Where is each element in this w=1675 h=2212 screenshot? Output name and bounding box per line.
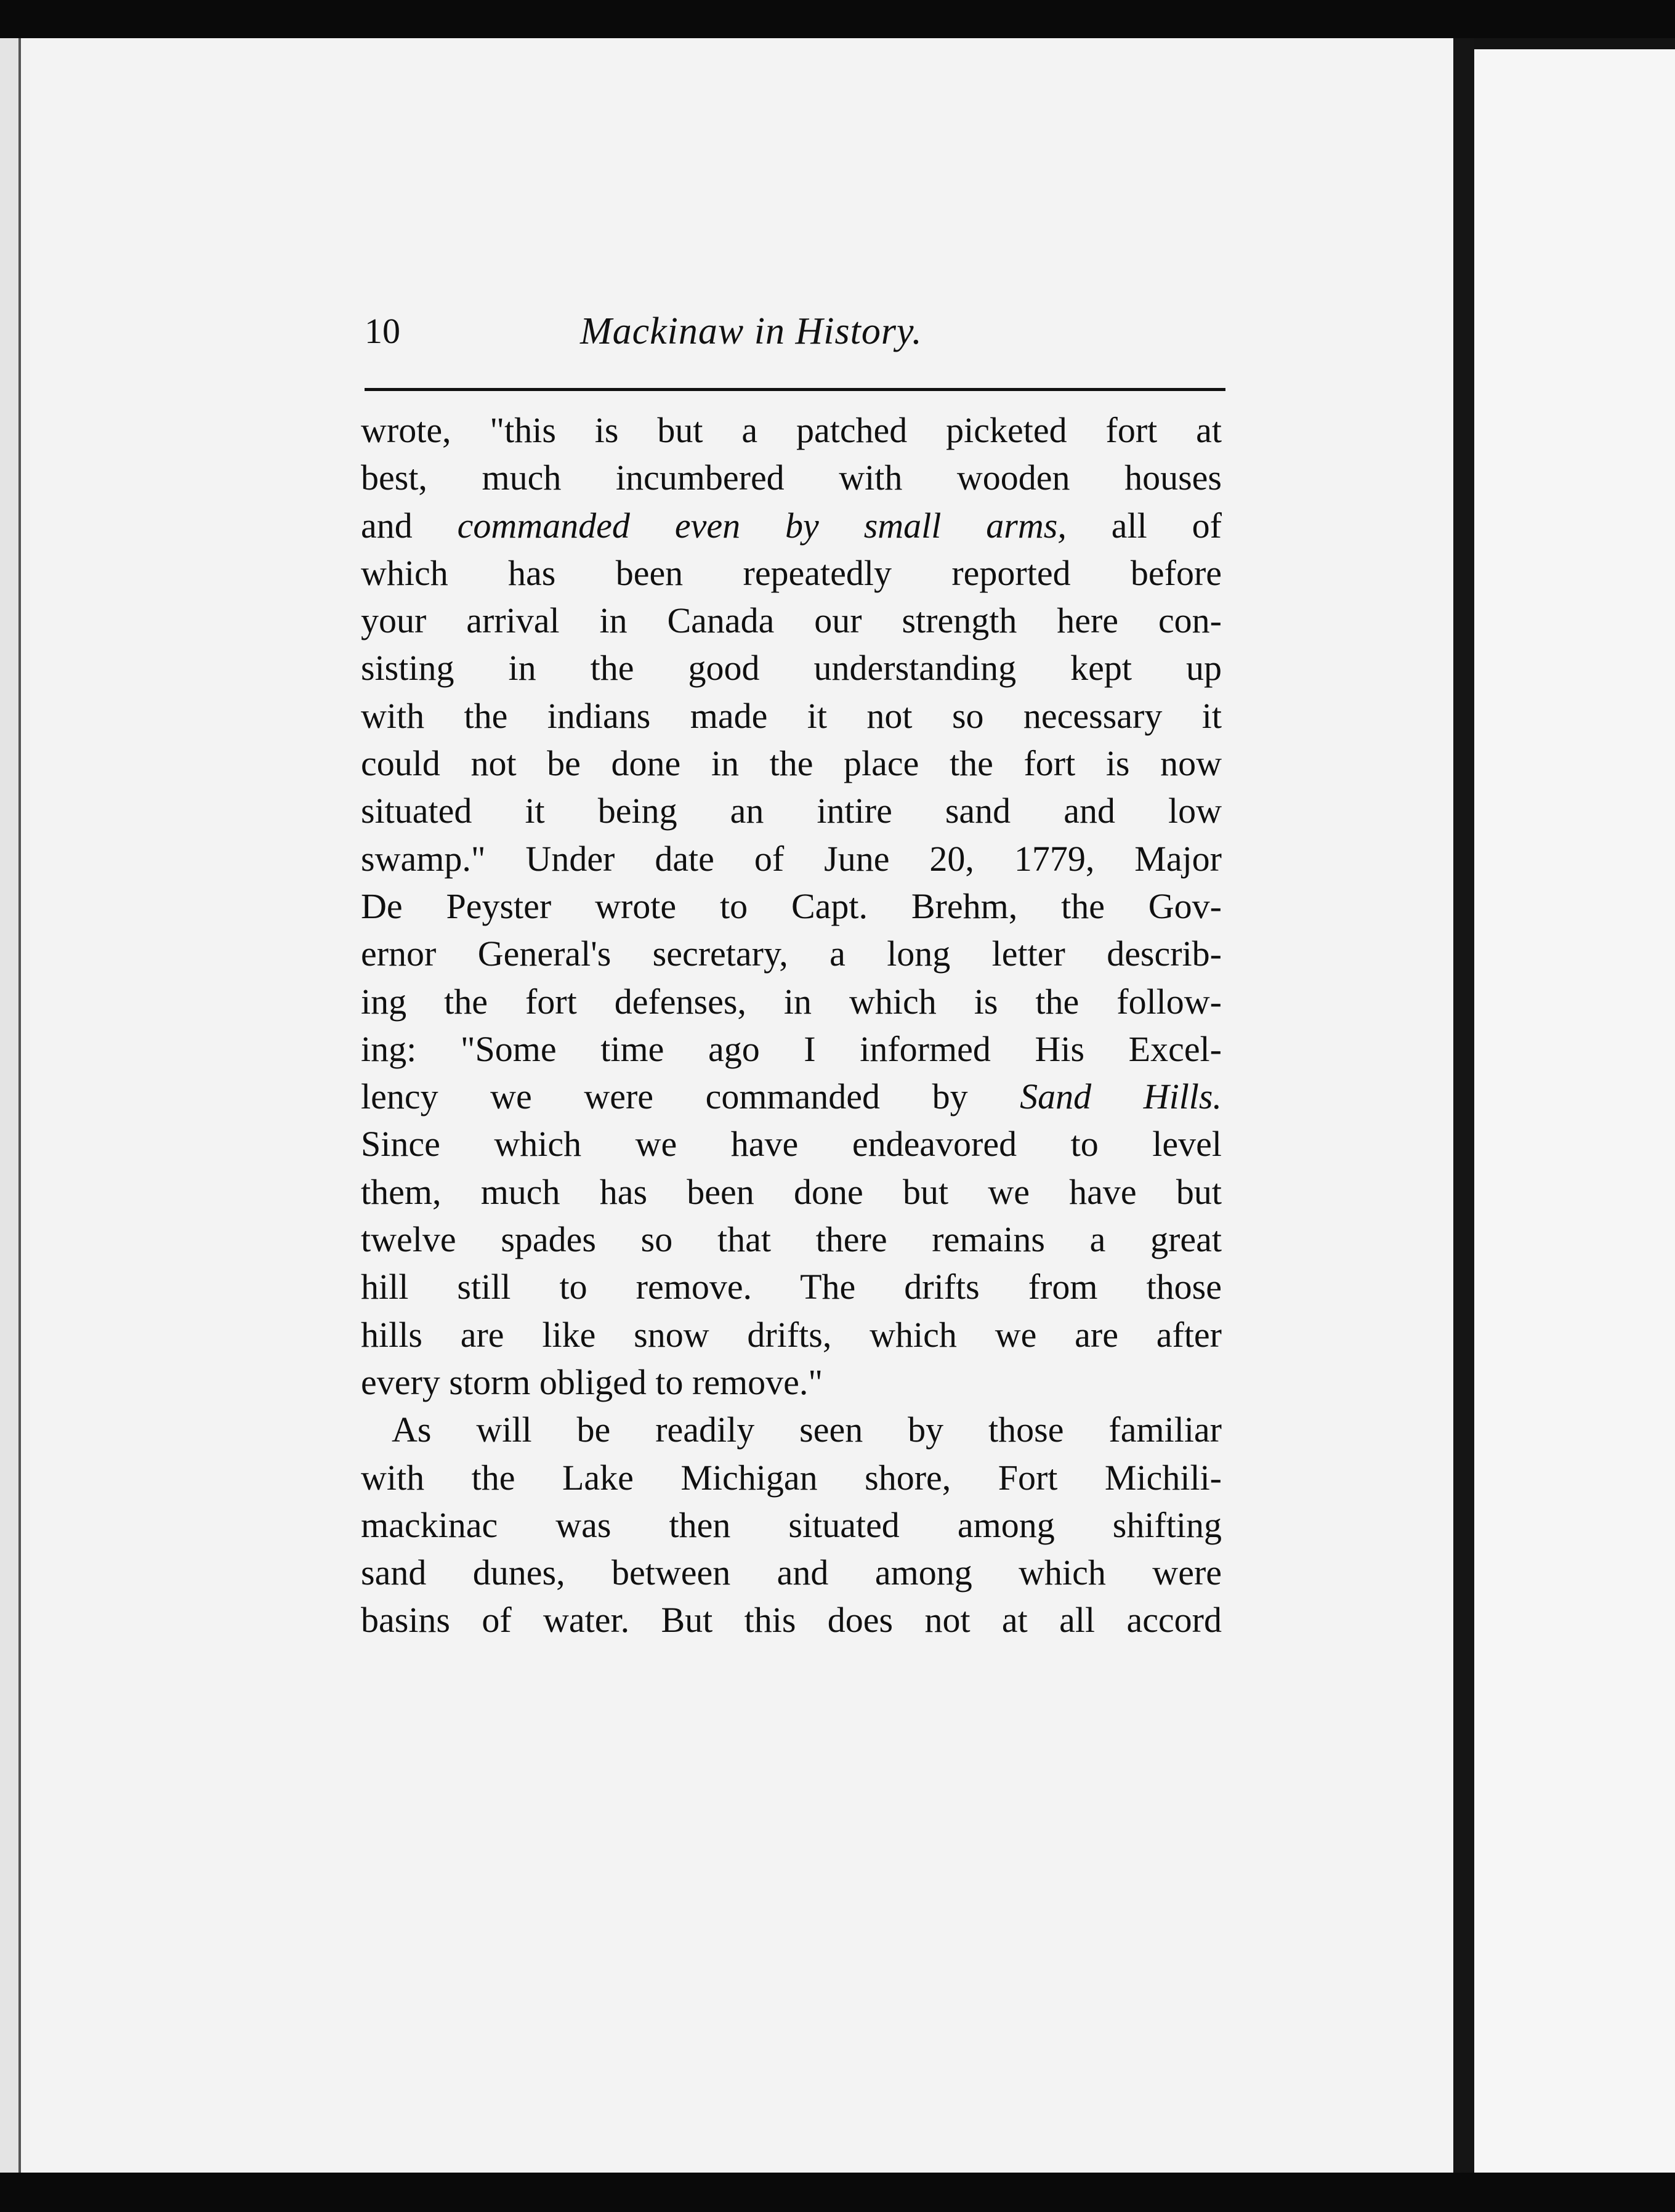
text-line: with the Lake Michigan shore, Fort Michili- <box>361 1457 1222 1498</box>
text-line <box>361 502 1222 549</box>
body-text <box>361 406 1222 1644</box>
text-line: which has been repeatedly reported before <box>361 552 1222 593</box>
text-line: swamp." Under date of June 20, 1779, Major <box>361 838 1222 879</box>
text-line: mackinac was then situated among shifting <box>361 1504 1222 1545</box>
text-line: every storm obliged to remove." <box>361 1362 823 1402</box>
text-line: best, much incumbered with wooden houses <box>361 458 1222 498</box>
next-page-edge <box>1474 49 1675 2173</box>
text-segment: all of <box>1066 505 1222 546</box>
text-line: could not be done in the place the fort is now <box>361 743 1222 784</box>
page-fold <box>1453 38 1474 2173</box>
running-title: Mackinaw in History. <box>580 310 922 352</box>
scan-top-shadow <box>0 0 1675 38</box>
text-line: sand dunes, between and among which were <box>361 1552 1222 1593</box>
text-line: De Peyster wrote to Capt. Brehm, the Gov- <box>361 886 1222 926</box>
text-line: with the indians made it not so necessary it <box>361 695 1222 736</box>
text-line: wrote, "this is but a patched picketed fort at <box>361 410 1222 450</box>
text-segment: and <box>361 505 458 546</box>
text-line: twelve spades so that there remains a great <box>361 1219 1222 1260</box>
text-line <box>361 1073 1222 1120</box>
text-line: sisting in the good understanding kept up <box>361 648 1222 688</box>
text-line: ernor General's secretary, a long letter describ- <box>361 934 1222 974</box>
italic-phrase: Sand Hills. <box>1020 1076 1222 1117</box>
text-line: situated it being an intire sand and low <box>361 791 1222 831</box>
text-line: ing the fort defenses, in which is the follow- <box>361 981 1222 1022</box>
text-line: Since which we have endeavored to level <box>361 1124 1222 1165</box>
text-line: hills are like snow drifts, which we are after <box>361 1314 1222 1355</box>
text-segment: lency we were commanded by <box>361 1076 1020 1117</box>
page-number: 10 <box>365 311 400 351</box>
text-line: ing: "Some time ago I informed His Excel- <box>361 1028 1222 1069</box>
text-line: hill still to remove. The drifts from those <box>361 1267 1222 1307</box>
header-rule <box>365 388 1225 391</box>
italic-phrase: commanded even by small arms, <box>457 505 1067 546</box>
text-line: As will be readily seen by those familiar <box>392 1410 1222 1450</box>
scan-bottom-shadow <box>0 2173 1675 2212</box>
left-page-edge <box>0 38 21 2173</box>
running-head <box>365 302 1227 361</box>
text-line: basins of water. But this does not at all accord <box>361 1600 1222 1641</box>
text-line: them, much has been done but we have but <box>361 1171 1222 1212</box>
text-line: your arrival in Canada our strength here con- <box>361 600 1222 641</box>
